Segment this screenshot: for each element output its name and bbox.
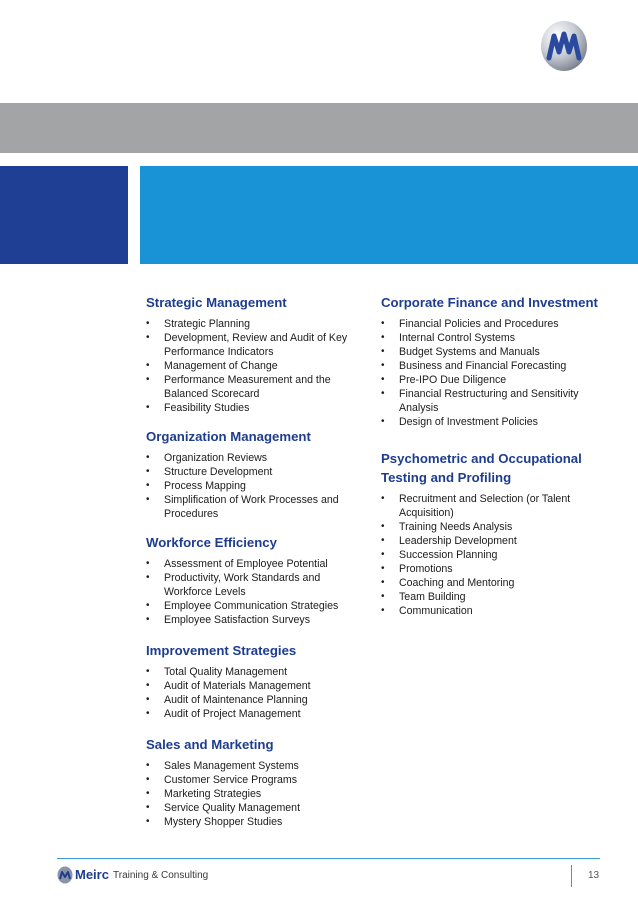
list-item bbox=[381, 576, 601, 590]
list-item-text: Audit of Maintenance Planning bbox=[164, 694, 308, 706]
list-item-text: Promotions bbox=[399, 563, 453, 575]
bullet-icon: • bbox=[381, 416, 385, 427]
page-number: 13 bbox=[588, 870, 600, 881]
section-title: Strategic Management bbox=[146, 295, 287, 310]
list-item bbox=[146, 317, 368, 331]
bullet-icon: • bbox=[146, 452, 150, 463]
list-item bbox=[146, 787, 368, 801]
section-title: Psychometric and Occupational Testing and Profiling bbox=[381, 451, 582, 485]
service-section bbox=[146, 533, 368, 627]
list-item-text: Training Needs Analysis bbox=[399, 521, 513, 533]
footer-divider bbox=[57, 858, 600, 859]
list-item bbox=[381, 548, 601, 562]
bullet-icon: • bbox=[381, 360, 385, 371]
bullet-icon: • bbox=[146, 816, 150, 827]
bullet-icon: • bbox=[146, 480, 150, 491]
service-list bbox=[381, 317, 601, 429]
list-item-text: Assessment of Employee Potential bbox=[164, 558, 328, 570]
bullet-icon: • bbox=[381, 549, 385, 560]
header-grey-band bbox=[0, 103, 638, 153]
list-item bbox=[146, 801, 368, 815]
list-item-text: Design of Investment Policies bbox=[399, 416, 538, 428]
bullet-icon: • bbox=[146, 374, 150, 385]
service-section bbox=[381, 293, 601, 429]
list-item bbox=[381, 415, 601, 429]
list-item bbox=[381, 520, 601, 534]
list-item-text: Simplification of Work Processes and Procedures bbox=[164, 494, 339, 520]
bullet-icon: • bbox=[146, 694, 150, 705]
list-item-text: Audit of Project Management bbox=[164, 708, 301, 720]
list-item bbox=[146, 479, 368, 493]
right-column bbox=[381, 293, 601, 618]
list-item bbox=[146, 331, 368, 359]
bullet-icon: • bbox=[381, 388, 385, 399]
list-item bbox=[146, 465, 368, 479]
header-navy-block bbox=[0, 166, 128, 264]
bullet-icon: • bbox=[146, 402, 150, 413]
bullet-icon: • bbox=[146, 708, 150, 719]
bullet-icon: • bbox=[146, 318, 150, 329]
footer-tagline: Training & Consulting bbox=[113, 870, 209, 881]
service-section bbox=[381, 449, 601, 618]
list-item bbox=[381, 562, 601, 576]
bullet-icon: • bbox=[381, 605, 385, 616]
bullet-icon: • bbox=[146, 572, 150, 583]
bullet-icon: • bbox=[381, 577, 385, 588]
bullet-icon: • bbox=[381, 332, 385, 343]
list-item-text: Organization Reviews bbox=[164, 452, 268, 464]
list-item bbox=[381, 604, 601, 618]
bullet-icon: • bbox=[381, 591, 385, 602]
list-item bbox=[381, 373, 601, 387]
list-item-text: Management of Change bbox=[164, 360, 278, 372]
bullet-icon: • bbox=[381, 346, 385, 357]
section-title: Corporate Finance and Investment bbox=[381, 295, 598, 310]
list-item-text: Employee Satisfaction Surveys bbox=[164, 614, 311, 626]
list-item bbox=[146, 613, 368, 627]
list-item bbox=[381, 317, 601, 331]
list-item bbox=[146, 693, 368, 707]
bullet-icon: • bbox=[381, 493, 385, 504]
list-item bbox=[146, 373, 368, 401]
bullet-icon: • bbox=[146, 788, 150, 799]
header-blue-block bbox=[140, 166, 638, 264]
bullet-icon: • bbox=[146, 666, 150, 677]
meirc-footer-logo bbox=[57, 866, 73, 884]
list-item-text: Process Mapping bbox=[164, 480, 246, 492]
list-item bbox=[146, 679, 368, 693]
footer-separator bbox=[571, 865, 572, 887]
service-list bbox=[146, 451, 368, 521]
list-item-text: Succession Planning bbox=[399, 549, 498, 561]
list-item bbox=[146, 557, 368, 571]
list-item-text: Strategic Planning bbox=[164, 318, 250, 330]
list-item bbox=[146, 401, 368, 415]
list-item bbox=[381, 534, 601, 548]
list-item bbox=[146, 665, 368, 679]
list-item-text: Leadership Development bbox=[399, 535, 517, 547]
service-list bbox=[381, 492, 601, 618]
service-list bbox=[146, 317, 368, 415]
bullet-icon: • bbox=[146, 600, 150, 611]
list-item-text: Recruitment and Selection (or Talent Acquisition) bbox=[399, 493, 571, 519]
list-item bbox=[146, 359, 368, 373]
list-item-text: Financial Restructuring and Sensitivity Analysis bbox=[399, 388, 579, 414]
bullet-icon: • bbox=[146, 614, 150, 625]
bullet-icon: • bbox=[381, 535, 385, 546]
bullet-icon: • bbox=[146, 680, 150, 691]
bullet-icon: • bbox=[146, 558, 150, 569]
bullet-icon: • bbox=[146, 760, 150, 771]
list-item-text: Customer Service Programs bbox=[164, 774, 298, 786]
list-item-text: Productivity, Work Standards and Workforce Levels bbox=[164, 572, 321, 598]
list-item bbox=[146, 815, 368, 829]
list-item bbox=[381, 345, 601, 359]
list-item bbox=[381, 331, 601, 345]
section-title: Sales and Marketing bbox=[146, 737, 274, 752]
bullet-icon: • bbox=[146, 360, 150, 371]
bullet-icon: • bbox=[146, 774, 150, 785]
list-item-text: Mystery Shopper Studies bbox=[164, 816, 283, 828]
list-item-text: Team Building bbox=[399, 591, 466, 603]
list-item bbox=[381, 492, 601, 520]
service-list bbox=[146, 557, 368, 627]
list-item-text: Performance Measurement and the Balanced Scorecard bbox=[164, 374, 331, 400]
list-item-text: Employee Communication Strategies bbox=[164, 600, 339, 612]
bullet-icon: • bbox=[146, 332, 150, 343]
list-item bbox=[381, 590, 601, 604]
service-list bbox=[146, 665, 368, 721]
list-item-text: Total Quality Management bbox=[164, 666, 288, 678]
list-item bbox=[146, 571, 368, 599]
list-item bbox=[146, 451, 368, 465]
bullet-icon: • bbox=[146, 466, 150, 477]
footer-brand: Meirc bbox=[75, 867, 109, 882]
list-item-text: Sales Management Systems bbox=[164, 760, 299, 772]
section-title: Workforce Efficiency bbox=[146, 535, 277, 550]
list-item-text: Financial Policies and Procedures bbox=[399, 318, 559, 330]
section-title: Organization Management bbox=[146, 429, 311, 444]
service-section bbox=[146, 735, 368, 829]
service-list bbox=[146, 759, 368, 829]
list-item-text: Communication bbox=[399, 605, 473, 617]
list-item bbox=[146, 759, 368, 773]
bullet-icon: • bbox=[381, 521, 385, 532]
list-item-text: Service Quality Management bbox=[164, 802, 301, 814]
list-item-text: Pre-IPO Due Diligence bbox=[399, 374, 507, 386]
list-item-text: Feasibility Studies bbox=[164, 402, 250, 414]
left-column bbox=[146, 293, 368, 829]
list-item-text: Business and Financial Forecasting bbox=[399, 360, 567, 372]
list-item bbox=[146, 773, 368, 787]
service-section bbox=[146, 641, 368, 721]
list-item-text: Internal Control Systems bbox=[399, 332, 515, 344]
bullet-icon: • bbox=[381, 563, 385, 574]
service-section bbox=[146, 293, 368, 415]
list-item-text: Budget Systems and Manuals bbox=[399, 346, 540, 358]
list-item bbox=[146, 599, 368, 613]
list-item bbox=[146, 707, 368, 721]
list-item bbox=[381, 359, 601, 373]
list-item bbox=[146, 493, 368, 521]
bullet-icon: • bbox=[381, 374, 385, 385]
section-title: Improvement Strategies bbox=[146, 643, 297, 658]
bullet-icon: • bbox=[146, 494, 150, 505]
list-item-text: Marketing Strategies bbox=[164, 788, 262, 800]
bullet-icon: • bbox=[146, 802, 150, 813]
list-item-text: Coaching and Mentoring bbox=[399, 577, 515, 589]
list-item bbox=[381, 387, 601, 415]
list-item-text: Development, Review and Audit of Key Performance Indicators bbox=[164, 332, 348, 358]
service-section bbox=[146, 427, 368, 521]
list-item-text: Structure Development bbox=[164, 466, 273, 478]
list-item-text: Audit of Materials Management bbox=[164, 680, 311, 692]
bullet-icon: • bbox=[381, 318, 385, 329]
meirc-logo bbox=[538, 18, 590, 74]
